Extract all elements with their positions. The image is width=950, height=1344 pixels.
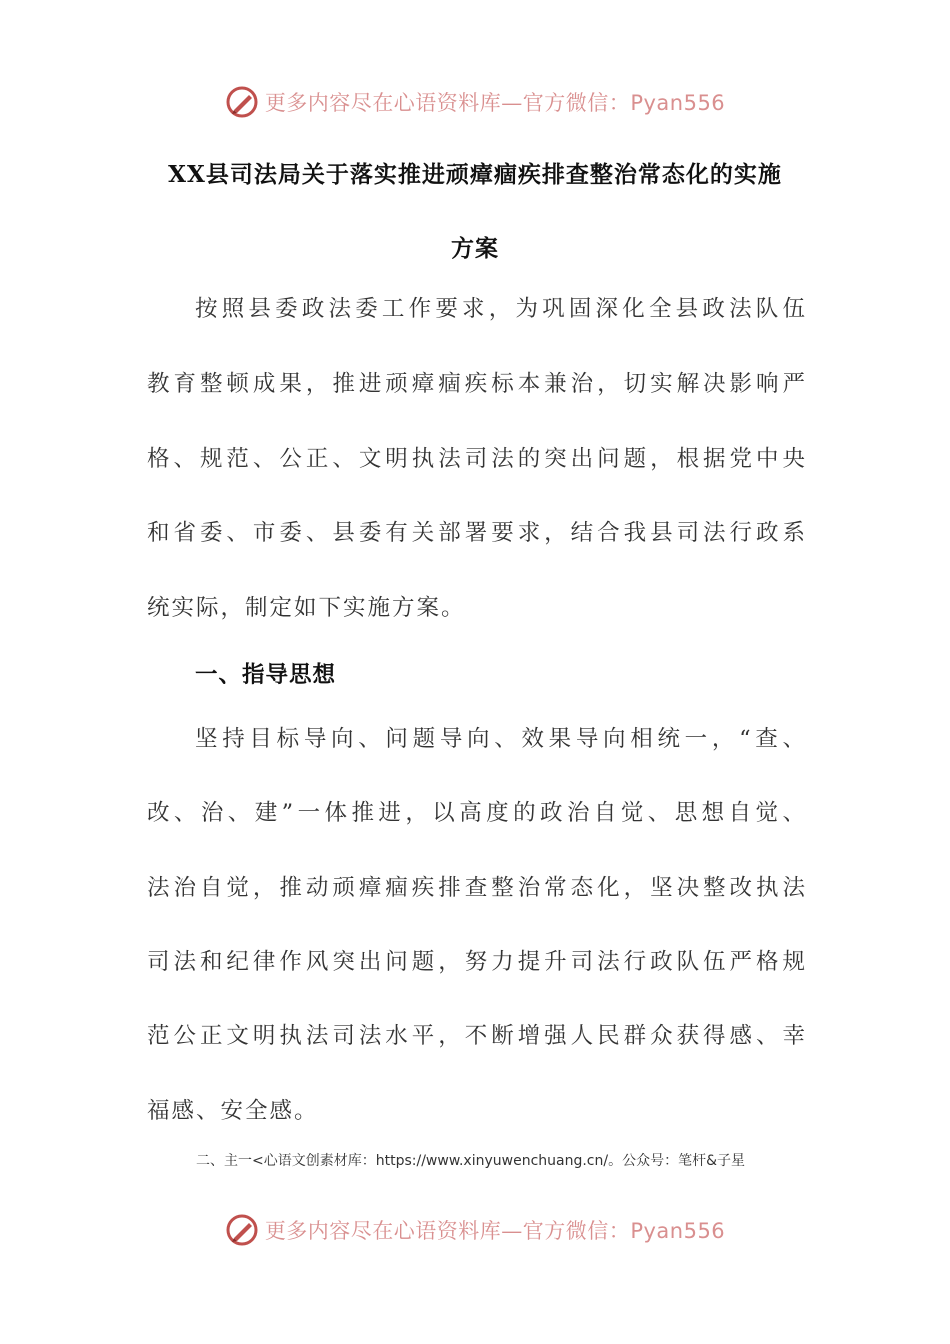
banner-text: 更多内容尽在心语资料库—官方微信：Pyan556: [264, 1219, 726, 1243]
pen-logo-icon: [225, 1213, 259, 1247]
paragraph-2-line: 司法和纪律作风突出问题，努力提升司法行政队伍严格规: [147, 949, 805, 975]
paragraph-1-line: 格、规范、公正、文明执法司法的突出问题，根据党中央: [147, 446, 805, 472]
wechat-id: Pyan556: [630, 1219, 726, 1243]
document-title-line-2: 方案: [451, 235, 499, 262]
paragraph-2-line: 福感、安全感。: [147, 1098, 319, 1124]
header-banner: [0, 80, 950, 124]
banner-text: 更多内容尽在心语资料库—官方微信：Pyan556: [264, 91, 726, 115]
paragraph-1-line: 按照县委政法委工作要求，为巩固深化全县政法队伍: [195, 296, 805, 322]
paragraph-1-line: 和省委、市委、县委有关部署要求，结合我县司法行政系: [147, 520, 805, 546]
footer-note: 二、主一<心语文创素材库：https://www.xinyuwenchuang.cn/。公众号：笔杆&子星: [196, 1153, 746, 1169]
paragraph-2-line: 法治自觉，推动顽瘴痼疾排查整治常态化，坚决整改执法: [147, 875, 805, 901]
paragraph-2-line: 坚持目标导向、问题导向、效果导向相统一，“查、: [195, 726, 805, 752]
section-heading: 一、指导思想: [195, 662, 337, 688]
pen-logo-icon: [225, 85, 259, 119]
footer-banner: [0, 1208, 950, 1252]
document-title-line-1: XX县司法局关于落实推进顽瘴痼疾排查整治常态化的实施: [168, 161, 782, 188]
paragraph-1-line: 统实际，制定如下实施方案。: [147, 595, 466, 621]
paragraph-2-line: 范公正文明执法司法水平，不断增强人民群众获得感、幸: [147, 1023, 805, 1049]
paragraph-2-line: 改、治、建”一体推进，以高度的政治自觉、思想自觉、: [147, 800, 805, 826]
wechat-id: Pyan556: [630, 91, 726, 115]
paragraph-1-line: 教育整顿成果，推进顽瘴痼疾标本兼治，切实解决影响严: [147, 371, 805, 397]
